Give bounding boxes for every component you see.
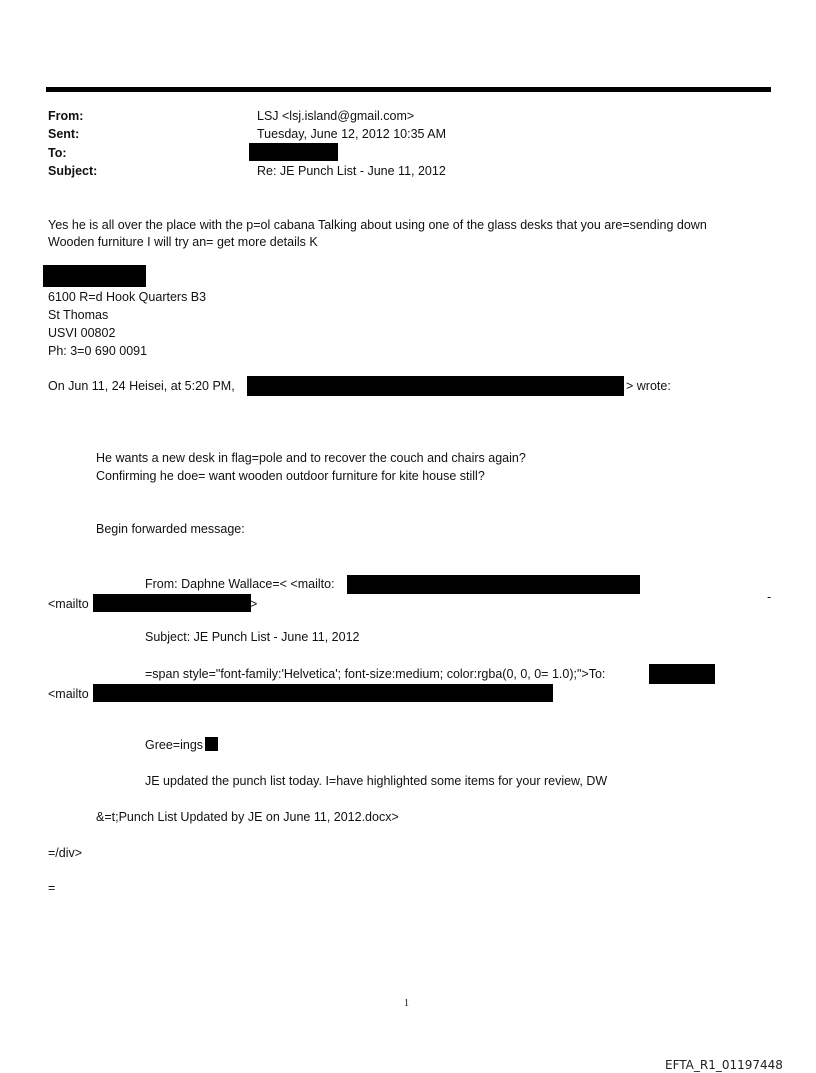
body-line-2: Wooden furniture I will try an= get more details K [48, 235, 318, 249]
forward-label: Begin forwarded message: [96, 522, 245, 536]
quote-intro-suffix: > wrote: [626, 379, 671, 393]
signature-phone: Ph: 3=0 690 0091 [48, 344, 148, 358]
fwd-update-line: JE updated the punch list today. I=have highlighted some items for your review, DW [145, 774, 608, 788]
trailing-equals: = [48, 881, 56, 895]
signature-address-1: 6100 R=d Hook Quarters B3 [48, 290, 207, 304]
fwd-mailto-1-end: > [250, 597, 258, 611]
signature-address-2: St Thomas [48, 308, 109, 322]
from-value: LSJ <lsj.island@gmail.com> [257, 109, 415, 123]
quote-intro-prefix: On Jun 11, 24 Heisei, at 5:20 PM, [48, 379, 235, 393]
quote-line-2: Confirming he doe= want wooden outdoor furniture for kite house still? [96, 469, 485, 483]
to-label: To: [48, 146, 67, 160]
quote-sender-redaction [247, 376, 624, 396]
fwd-greeting: Gree=ings [145, 738, 204, 752]
fwd-mailto-1: <mailto [48, 597, 89, 611]
fwd-mailto-1-redaction [93, 594, 251, 612]
document-id: EFTA_R1_01197448 [665, 1058, 783, 1072]
fwd-mailto-2-redaction [93, 684, 553, 702]
subject-value: Re: JE Punch List - June 11, 2012 [257, 164, 446, 178]
header-rule [46, 87, 771, 92]
sent-value: Tuesday, June 12, 2012 10:35 AM [257, 127, 447, 141]
body-line-1: Yes he is all over the place with the p=ol cabana Talking about using one of the glass desks that you are=sending down [48, 218, 707, 232]
page-number: 1 [404, 998, 409, 1009]
attachment-line: &=t;Punch List Updated by JE on June 11, 2012.docx> [96, 810, 399, 824]
fwd-span-to: =span style="font-family:'Helvetica'; font-size:medium; color:rgba(0, 0, 0= 1.0);">To: [145, 667, 606, 681]
fwd-from: From: Daphne Wallace=< <mailto: [145, 577, 335, 591]
quote-line-1: He wants a new desk in flag=pole and to recover the couch and chairs again? [96, 451, 526, 465]
subject-label: Subject: [48, 164, 98, 178]
fwd-mailto-2: <mailto [48, 687, 89, 701]
sent-label: Sent: [48, 127, 80, 141]
signature-name-redaction [43, 265, 146, 287]
signature-address-3: USVI 00802 [48, 326, 116, 340]
fwd-from-redaction [347, 575, 640, 594]
fwd-subject: Subject: JE Punch List - June 11, 2012 [145, 630, 360, 644]
from-label: From: [48, 109, 84, 123]
to-redaction [249, 143, 338, 161]
greeting-redaction [205, 737, 218, 751]
fwd-dash: - [767, 590, 772, 604]
div-close: =/div> [48, 846, 83, 860]
fwd-to-redaction [649, 664, 715, 684]
